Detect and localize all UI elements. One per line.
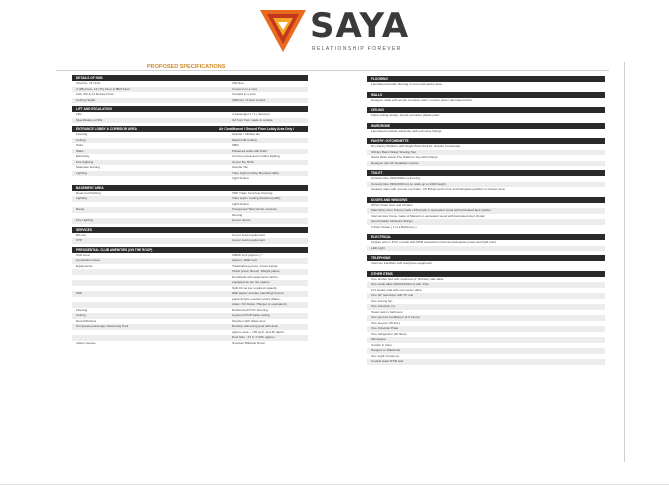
section-heading bbox=[367, 271, 605, 277]
section-title: LIFT AND ESCALATION bbox=[76, 107, 112, 111]
spec-label: Fire Fighting bbox=[76, 159, 94, 164]
spec-label: Lighting bbox=[76, 196, 87, 200]
section-heading bbox=[367, 107, 605, 113]
spec-item: One Induction (1) bbox=[367, 304, 605, 310]
spec-value: Wall paper/ wooden panelling/ texture bbox=[232, 291, 284, 295]
spec-label: Ceiling bbox=[76, 137, 86, 142]
spec-item: One study table (600X1200mm) with chair bbox=[367, 282, 605, 288]
spec-label: Electricity bbox=[76, 154, 90, 158]
section-rows bbox=[367, 98, 605, 104]
spec-item: Hangers in Wardrobe bbox=[367, 348, 605, 354]
spec-section bbox=[367, 234, 605, 251]
spec-value: Asian / ICI Dulux / Berger or equivalent) bbox=[232, 302, 287, 306]
spec-label: Specification of lifts bbox=[76, 117, 103, 122]
spec-label: Ceiling Height bbox=[76, 97, 96, 102]
section-rows bbox=[367, 82, 605, 88]
spec-value: Granite / Vitrified tile bbox=[232, 132, 260, 136]
spec-section bbox=[72, 227, 308, 244]
spec-value: Tube Light (Ceiling Mounted LED) bbox=[232, 170, 279, 175]
spec-label: Staircase flooring bbox=[76, 165, 100, 169]
spec-label: Wall bbox=[76, 291, 82, 295]
section-title: FLOORING bbox=[371, 77, 388, 81]
spec-value: VDF Trade Concrete Flooring bbox=[232, 190, 273, 195]
spec-value: approx area ~ 700 sq.ft. and 4ft depth bbox=[232, 329, 284, 334]
spec-item: Towel rack in bathroom bbox=[371, 309, 403, 314]
section-title: PANTRY / KITCHENETTE bbox=[371, 139, 409, 143]
spec-value: Split AC as per required capacity bbox=[232, 285, 277, 290]
spec-item: One Induction Plate bbox=[367, 326, 605, 332]
section-heading bbox=[72, 75, 308, 81]
spec-label: Equipments bbox=[76, 263, 93, 268]
spec-value: Common in a core bbox=[232, 86, 258, 91]
spec-label: Ramp bbox=[76, 207, 85, 211]
spec-item: SS/Jen Basin Water Sharing Tap bbox=[367, 150, 605, 156]
spec-item: One Ironing fan bbox=[371, 298, 393, 303]
section-title: SERVICES bbox=[76, 227, 93, 232]
section-rows bbox=[367, 113, 605, 119]
spec-value: Snooker/ Billiards Room bbox=[232, 340, 266, 345]
spec-section bbox=[367, 76, 605, 88]
section-rows bbox=[72, 233, 308, 244]
section-title: ELECTRICAL bbox=[371, 235, 392, 239]
spec-item: One spot air conditioner (1.5 tonne) bbox=[367, 315, 605, 321]
document-title: PROPOSED SPECIFICATIONS bbox=[147, 64, 226, 70]
spec-section bbox=[367, 271, 605, 365]
spec-label: 3 (2B) Floor, 16 (TF) Floor & 8B/A Floor bbox=[76, 86, 131, 91]
spec-item: One Light in balcony bbox=[371, 353, 400, 358]
spec-section bbox=[72, 75, 308, 103]
spec-value: paint/ Acrylic emulsion paint (Mass - bbox=[232, 296, 282, 301]
spec-value: Tube Light / Ceiling Mounted (LED) bbox=[232, 196, 281, 200]
section-heading bbox=[367, 123, 605, 129]
spec-label: Flooring bbox=[76, 307, 88, 312]
section-heading bbox=[367, 197, 605, 203]
spec-label: Total No. Of Units bbox=[76, 81, 101, 85]
section-title: CEILING bbox=[371, 108, 384, 112]
spec-label: Ceiling bbox=[76, 313, 86, 317]
spec-item: Central wash RTID bed bbox=[367, 359, 605, 365]
section-rows bbox=[72, 81, 308, 103]
section-rows bbox=[367, 144, 605, 166]
spec-row bbox=[72, 238, 308, 244]
spec-value: As per fire NOC bbox=[232, 159, 254, 164]
page-divider bbox=[624, 62, 625, 462]
spec-item: LED Light bbox=[367, 246, 605, 252]
spec-item: Sanitary ware with counter top basin, CP fittings and mirror and half glass partition in shower area bbox=[371, 187, 505, 191]
section-heading bbox=[367, 255, 605, 261]
brand-name: SAYA bbox=[310, 6, 410, 46]
section-title: DETAILS OF HUB bbox=[76, 76, 103, 80]
spec-value: Rubberized/ PVC Flooring bbox=[232, 307, 268, 312]
section-rows bbox=[367, 203, 605, 231]
spec-value: 330 Nos. bbox=[232, 81, 245, 85]
spec-value: Light Fixture bbox=[232, 176, 250, 180]
spec-row bbox=[72, 118, 308, 124]
spec-item: One double bed with small tea (4" Rubber) side table bbox=[371, 276, 444, 281]
spec-section bbox=[72, 247, 308, 347]
spec-row bbox=[72, 98, 308, 104]
spec-item: Microwave bbox=[367, 337, 605, 343]
section-title: WARDROBE bbox=[371, 123, 390, 128]
right-column bbox=[367, 72, 605, 365]
section-rows bbox=[72, 191, 308, 224]
spec-value: flooring bbox=[232, 212, 243, 217]
spec-item: Intercom Facilities with telephone equipment bbox=[371, 261, 433, 265]
section-heading bbox=[72, 126, 308, 132]
spec-item: One refrigerator (40 litres) bbox=[371, 331, 407, 336]
spec-value: Chest press, Bench, Weight plates, bbox=[232, 269, 281, 273]
section-heading bbox=[367, 92, 605, 98]
spec-item: Copper wire in PVC conduit with MCB supported circuit and adequate power and light point bbox=[371, 240, 496, 244]
spec-item: False ceiling design, Acrylic emulsion plastic paint bbox=[371, 113, 440, 117]
spec-item: One 32" television with TV unit bbox=[367, 293, 605, 299]
section-heading bbox=[367, 170, 605, 176]
spec-value: 4 passenger's / 1 ( Service) bbox=[232, 112, 270, 116]
spec-row bbox=[72, 218, 308, 224]
spec-label: Road and Parking bbox=[76, 190, 101, 195]
spec-item: Good Quality hardware fittings bbox=[367, 219, 605, 225]
spec-item: Wood Work below The Platform Top with Fittings bbox=[371, 155, 438, 159]
spec-section bbox=[367, 92, 605, 104]
section-title: ENTRANCE LOBBY & CORRIDOR AREA bbox=[76, 127, 137, 131]
spec-section bbox=[367, 197, 605, 231]
section-rows bbox=[367, 129, 605, 135]
spec-row bbox=[72, 341, 308, 347]
specifications-document bbox=[56, 62, 609, 458]
section-title: BASEMENT AREA bbox=[76, 185, 104, 190]
spec-label bbox=[76, 176, 232, 182]
spec-value: Plastered walls with Paint bbox=[232, 148, 268, 153]
spec-label: Club Area bbox=[76, 252, 90, 257]
left-column bbox=[72, 72, 308, 346]
section-heading bbox=[72, 106, 308, 112]
spec-item: Curtain in toilet bbox=[371, 342, 392, 347]
spec-value: Gypsum/ POP False ceiling bbox=[232, 313, 270, 317]
spec-item: Ceramic tiles (300x600mm) flooring bbox=[371, 176, 420, 180]
spec-value: Light Fixture bbox=[232, 201, 250, 206]
spec-label: Walls bbox=[76, 148, 84, 153]
bottom-rule bbox=[0, 484, 669, 485]
section-rows bbox=[367, 261, 605, 267]
spec-value: Approx. 1800 sq.ft bbox=[232, 258, 258, 262]
section-title: DOORS AND WINDOWS bbox=[371, 197, 408, 202]
spec-section bbox=[72, 106, 308, 123]
section-rows bbox=[72, 253, 308, 347]
section-heading bbox=[367, 138, 605, 144]
spec-label: 11th, 8th & 21 Refuse Floor bbox=[76, 92, 114, 96]
spec-item: Laminated modular wardrobe with soft close fittings bbox=[371, 128, 442, 133]
logo-text bbox=[310, 6, 409, 52]
spec-value: As per load requirement bbox=[232, 238, 266, 242]
spec-section bbox=[367, 123, 605, 135]
section-title: TOILET bbox=[371, 171, 383, 175]
spec-label: Doors/Window bbox=[76, 318, 97, 323]
section-rows bbox=[72, 112, 308, 123]
spec-value: Dumbbells (all equipments will be bbox=[232, 274, 278, 279]
spec-item: UPVC Outer door and window bbox=[371, 202, 413, 207]
section-heading bbox=[72, 185, 308, 191]
spec-label: Paint bbox=[76, 143, 84, 147]
title-rule bbox=[56, 70, 609, 71]
spec-row bbox=[72, 176, 308, 182]
spec-item: 2 Door Chase ( 1 in a Bathroom ) bbox=[371, 224, 417, 229]
spec-label: STP bbox=[76, 238, 83, 242]
spec-value: 3000mm / 9 floor to floor bbox=[232, 97, 266, 102]
spec-item: 1x1 seater sofa with one center table bbox=[371, 287, 422, 292]
section-rows bbox=[367, 240, 605, 251]
spec-item: Designer dar tub breakfast counter bbox=[367, 161, 605, 167]
spec-label: DG set bbox=[76, 232, 86, 237]
spec-value: Wooden with Glass door bbox=[232, 318, 266, 323]
saya-emblem-icon bbox=[258, 6, 308, 54]
spec-label: Temperate passenger Swimming Pool bbox=[76, 324, 129, 328]
spec-value: Created in a core bbox=[232, 92, 256, 96]
section-heading bbox=[367, 76, 605, 82]
spec-value: 18000 sq.ft (approx.) * bbox=[232, 252, 263, 257]
section-rows bbox=[367, 277, 605, 365]
spec-value: Chequered Tiles/ Arche concrete bbox=[232, 207, 277, 211]
spec-label: Fire Lighting bbox=[76, 218, 94, 222]
spec-label: Flooring bbox=[76, 132, 88, 136]
spec-item: Dry Pantry Platform with Single Bowl Sink Dr. Granite Countertop bbox=[371, 144, 461, 148]
spec-value: equipped as per the space) bbox=[232, 280, 270, 284]
spec-section bbox=[367, 170, 605, 193]
spec-item: One Geyser (25 litre) bbox=[371, 320, 400, 325]
section-note: Air Conditioned / Ground Floor Lobby Area Only / bbox=[219, 127, 294, 131]
spec-value: Treadmill leg press, Cross trainer, bbox=[232, 263, 279, 268]
section-title: OTHER ITEMS bbox=[371, 271, 393, 276]
spec-value: Pool Size : 27 ft. X 20ft. approx. bbox=[232, 335, 276, 339]
spec-label: Lifts bbox=[76, 112, 82, 116]
spec-item: Laminated wooden flooring in room and pantry area bbox=[371, 82, 442, 86]
spec-value: OBD bbox=[232, 143, 239, 147]
section-title: WALLS bbox=[371, 92, 383, 97]
section-title: TELEPHONE bbox=[371, 256, 391, 260]
spec-item: Internal door frame made of Maranti or equivalent wood with laminated door shutter bbox=[371, 213, 486, 218]
spec-value: Metal Grid Ceiling bbox=[232, 137, 257, 142]
spec-section bbox=[72, 185, 308, 224]
spec-value: Common area and corridor lighting bbox=[232, 154, 280, 158]
section-heading bbox=[72, 227, 308, 233]
spec-value: As per norms bbox=[232, 218, 251, 222]
spec-label: Indoor Games bbox=[76, 340, 96, 345]
spec-label: Gymnasium Area bbox=[76, 258, 100, 262]
spec-value: Granite Tile bbox=[232, 165, 248, 169]
spec-section bbox=[367, 138, 605, 166]
spec-item: Ceramic tiles (300x600mm) on walls up to 2400 height bbox=[367, 182, 605, 188]
spec-section bbox=[72, 126, 308, 182]
brand-tagline: RELATIONSHIP FOREVER bbox=[312, 46, 402, 52]
section-rows bbox=[367, 176, 605, 193]
spec-section bbox=[367, 107, 605, 119]
section-heading bbox=[72, 247, 308, 253]
section-rows bbox=[72, 132, 308, 182]
logo bbox=[258, 6, 409, 54]
spec-label: Lighting bbox=[76, 170, 87, 175]
spec-item: Designer walls with acrylic emulsion paint / texture paint / laminated finish bbox=[371, 97, 472, 102]
spec-value: As per load requirement bbox=[232, 232, 266, 237]
section-heading bbox=[367, 234, 605, 240]
spec-value: G3 from from made & outside bbox=[232, 117, 273, 122]
spec-item: Main Entry door Frame made of Bonzelli or equivalent wood with laminated face shutter bbox=[367, 208, 605, 214]
section-title: PRESIDENTIAL CLUB AMENITIES (ON THE ROOF) bbox=[76, 247, 153, 252]
spec-section bbox=[367, 255, 605, 267]
spec-value: Rooftop swimming pool with deck bbox=[232, 324, 278, 328]
